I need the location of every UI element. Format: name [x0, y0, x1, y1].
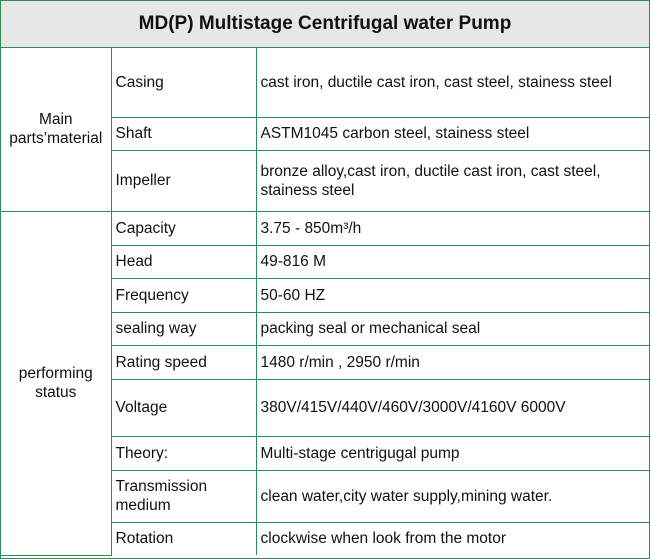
param-cell: Head — [111, 245, 256, 278]
param-cell: Frequency — [111, 278, 256, 312]
group-label-line: Main — [38, 111, 73, 129]
group-label-line: status — [35, 384, 77, 401]
table-row — [1, 211, 649, 245]
param-cell: Capacity — [111, 211, 256, 245]
value-cell: 3.75 - 850m³/h — [256, 211, 649, 245]
param-cell: Theory: — [111, 436, 256, 470]
group-label-line: parts’material — [9, 130, 103, 148]
value-cell: Multi-stage centrigugal pump — [256, 436, 649, 470]
param-cell: Casing — [111, 48, 256, 117]
value-cell: bronze alloy,cast iron, ductile cast iron, cast steel, stainess steel — [256, 150, 649, 211]
value-cell: ASTM1045 carbon steel, stainess steel — [256, 117, 649, 150]
param-cell: Rotation — [111, 522, 256, 555]
param-cell: Voltage — [111, 379, 256, 436]
value-cell: 1480 r/min , 2950 r/min — [256, 345, 649, 379]
value-cell: 380V/415V/440V/460V/3000V/4160V 6000V — [256, 379, 649, 436]
value-cell: cast iron, ductile cast iron, cast steel, stainess steel — [256, 48, 649, 117]
param-cell: Transmission medium — [111, 470, 256, 522]
spec-table — [1, 48, 649, 556]
value-cell: 49-816 M — [256, 245, 649, 278]
value-cell: 50-60 HZ — [256, 278, 649, 312]
group-label-line: performing — [18, 365, 93, 382]
table-row — [1, 48, 649, 117]
value-cell: packing seal or mechanical seal — [256, 312, 649, 345]
value-cell: clockwise when look from the motor — [256, 522, 649, 555]
title-bar — [1, 1, 649, 48]
param-cell: sealing way — [111, 312, 256, 345]
group-label-performing-status — [1, 211, 111, 555]
value-cell: clean water,city water supply,mining water. — [256, 470, 649, 522]
param-cell: Impeller — [111, 150, 256, 211]
group-label-main-parts — [1, 48, 111, 211]
page-title: MD(P) Multistage Centrifugal water Pump — [138, 13, 512, 34]
param-cell: Rating speed — [111, 345, 256, 379]
param-cell: Shaft — [111, 117, 256, 150]
